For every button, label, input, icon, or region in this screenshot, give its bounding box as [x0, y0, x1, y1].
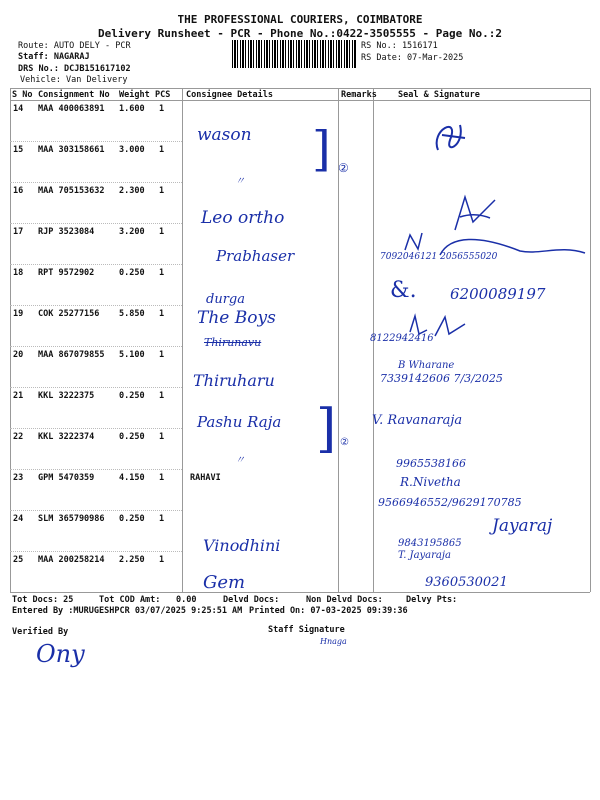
handwritten-name: Leo ortho: [201, 208, 285, 228]
handwritten-phone: 7092046121 2056555020: [380, 252, 498, 262]
row-separator: [10, 305, 182, 306]
bracket-mark: ]: [316, 399, 337, 459]
row-weight: 5.100: [119, 350, 145, 360]
col-header-sno: S No: [12, 90, 33, 100]
barcode: [232, 40, 356, 68]
signature-mark: [420, 110, 480, 158]
company-title: THE PROFESSIONAL COURIERS, COIMBATORE: [177, 13, 423, 26]
row-pcs: 1: [159, 514, 165, 524]
row-consignee: RAHAVI: [190, 473, 221, 483]
handwritten-phone: 9360530021: [425, 575, 508, 590]
row-sno: 20: [13, 350, 24, 360]
verified-by-label: Verified By: [12, 627, 69, 637]
handwritten-phone: 6200089197: [450, 285, 546, 303]
row-pcs: 1: [159, 432, 165, 442]
row-separator: [10, 428, 182, 429]
printed-on: Printed On: 07-03-2025 09:39:36: [249, 606, 408, 616]
handwritten-name: T. Jayaraja: [398, 550, 451, 561]
row-pcs: 1: [159, 473, 165, 483]
struck-name: Thirunavu: [204, 336, 262, 349]
row-consignment: GPM 5470359: [38, 473, 95, 483]
handwritten-name: B Wharane: [398, 360, 455, 371]
handwritten-name: R.Nivetha: [400, 475, 461, 489]
verified-signature: Ony: [36, 640, 85, 668]
handwritten-phone: 9965538166: [396, 457, 466, 470]
row-sno: 22: [13, 432, 24, 442]
row-consignment: SLM 365790986: [38, 514, 105, 524]
tot-cod-label: Tot COD Amt:: [99, 595, 161, 605]
row-consignment: COK 25277156: [38, 309, 100, 319]
col-header-consignee: Consignee Details: [186, 90, 273, 100]
table-top-border: [10, 88, 590, 89]
row-consignment: MAA 867079855: [38, 350, 105, 360]
signature-mark: Jayaraj: [492, 516, 553, 536]
row-weight: 0.250: [119, 268, 145, 278]
col-header-consignment: Consignment No: [38, 90, 110, 100]
row-separator: [10, 387, 182, 388]
row-separator: [10, 264, 182, 265]
entered-by: Entered By :MURUGESHPCR 03/07/2025 9:25:51 AM: [12, 606, 243, 616]
row-sno: 17: [13, 227, 24, 237]
drs-label: DRS No.: DCJB151617102: [18, 64, 131, 74]
circled-2-mark: ②: [340, 437, 349, 448]
row-separator: [10, 346, 182, 347]
signature-mark: &.: [390, 278, 417, 303]
row-weight: 3.000: [119, 145, 145, 155]
row-pcs: 1: [159, 391, 165, 401]
vehicle-label: Vehicle: Van Delivery: [20, 75, 128, 85]
row-consignment: MAA 200258214: [38, 555, 105, 565]
row-sno: 21: [13, 391, 24, 401]
col-divider: [10, 88, 11, 592]
row-sno: 15: [13, 145, 24, 155]
row-weight: 0.250: [119, 391, 145, 401]
handwritten-phone: 7339142606 7/3/2025: [380, 372, 503, 385]
ditto-mark: 〃: [235, 176, 245, 187]
handwritten-name: wason: [197, 125, 252, 145]
non-delvd-docs: Non Delvd Docs:: [306, 595, 383, 605]
circled-2-mark: ②: [338, 161, 349, 175]
handwritten-phone: 9566946552/9629170785: [378, 496, 522, 509]
col-header-seal: Seal & Signature: [398, 90, 480, 100]
row-weight: 0.250: [119, 432, 145, 442]
row-separator: [10, 469, 182, 470]
rs-no-label: RS No.: 1516171: [361, 41, 438, 51]
table-bottom-border: [10, 592, 590, 593]
row-weight: 3.200: [119, 227, 145, 237]
staff-label: Staff: NAGARAJ: [18, 52, 90, 62]
bracket-mark: ]: [312, 121, 331, 177]
row-pcs: 1: [159, 104, 165, 114]
row-pcs: 1: [159, 555, 165, 565]
handwritten-name: Pashu Raja: [197, 413, 282, 431]
delvy-pts: Delvy Pts:: [406, 595, 458, 605]
row-consignment: RJP 3523084: [38, 227, 95, 237]
row-sno: 18: [13, 268, 24, 278]
delvd-docs: Delvd Docs:: [223, 595, 280, 605]
col-header-pcs: PCS: [155, 90, 171, 100]
row-weight: 2.250: [119, 555, 145, 565]
col-divider: [182, 88, 183, 592]
row-pcs: 1: [159, 350, 165, 360]
rs-date-label: RS Date: 07-Mar-2025: [361, 53, 464, 63]
row-pcs: 1: [159, 309, 165, 319]
row-consignment: RPT 9572902: [38, 268, 95, 278]
handwritten-phone: 9843195865: [398, 538, 462, 549]
ditto-mark: 〃: [235, 455, 245, 466]
handwritten-name: Prabhaser: [216, 247, 295, 265]
handwritten-name: Gem: [203, 572, 246, 593]
staff-signature-label: Staff Signature: [268, 625, 345, 635]
row-separator: [10, 223, 182, 224]
row-weight: 5.850: [119, 309, 145, 319]
row-separator: [10, 551, 182, 552]
row-separator: [10, 182, 182, 183]
row-consignment: KKL 3222374: [38, 432, 95, 442]
route-label: Route: AUTO DELY - PCR: [18, 41, 131, 51]
row-sno: 24: [13, 514, 24, 524]
col-header-remarks: Remarks: [341, 90, 377, 100]
row-pcs: 1: [159, 145, 165, 155]
row-sno: 16: [13, 186, 24, 196]
row-pcs: 1: [159, 186, 165, 196]
row-sno: 19: [13, 309, 24, 319]
handwritten-name: Thiruharu: [193, 371, 275, 390]
handwritten-name: The Boys: [197, 308, 276, 328]
tot-docs: Tot Docs: 25: [12, 595, 74, 605]
runsheet-title: Delivery Runsheet - PCR - Phone No.:0422-3505555 - Page No.:2: [98, 27, 502, 40]
handwritten-name: Vinodhini: [203, 536, 281, 555]
row-sno: 23: [13, 473, 24, 483]
row-pcs: 1: [159, 268, 165, 278]
table-header-border: [10, 100, 590, 101]
row-weight: 2.300: [119, 186, 145, 196]
row-sno: 25: [13, 555, 24, 565]
col-header-weight: Weight: [119, 90, 150, 100]
row-weight: 0.250: [119, 514, 145, 524]
row-weight: 4.150: [119, 473, 145, 483]
row-consignment: MAA 303158661: [38, 145, 105, 155]
row-separator: [10, 510, 182, 511]
handwritten-name: durga: [206, 292, 245, 307]
staff-signature-mark: Hnaga: [320, 637, 347, 646]
row-pcs: 1: [159, 227, 165, 237]
row-separator: [10, 141, 182, 142]
row-weight: 1.600: [119, 104, 145, 114]
col-divider: [590, 88, 591, 592]
row-sno: 14: [13, 104, 24, 114]
row-consignment: KKL 3222375: [38, 391, 95, 401]
row-consignment: MAA 705153632: [38, 186, 105, 196]
handwritten-name: V. Ravanaraja: [372, 413, 463, 428]
handwritten-phone: 8122942416: [370, 333, 434, 344]
row-consignment: MAA 400063891: [38, 104, 105, 114]
tot-cod-value: 0.00: [176, 595, 197, 605]
